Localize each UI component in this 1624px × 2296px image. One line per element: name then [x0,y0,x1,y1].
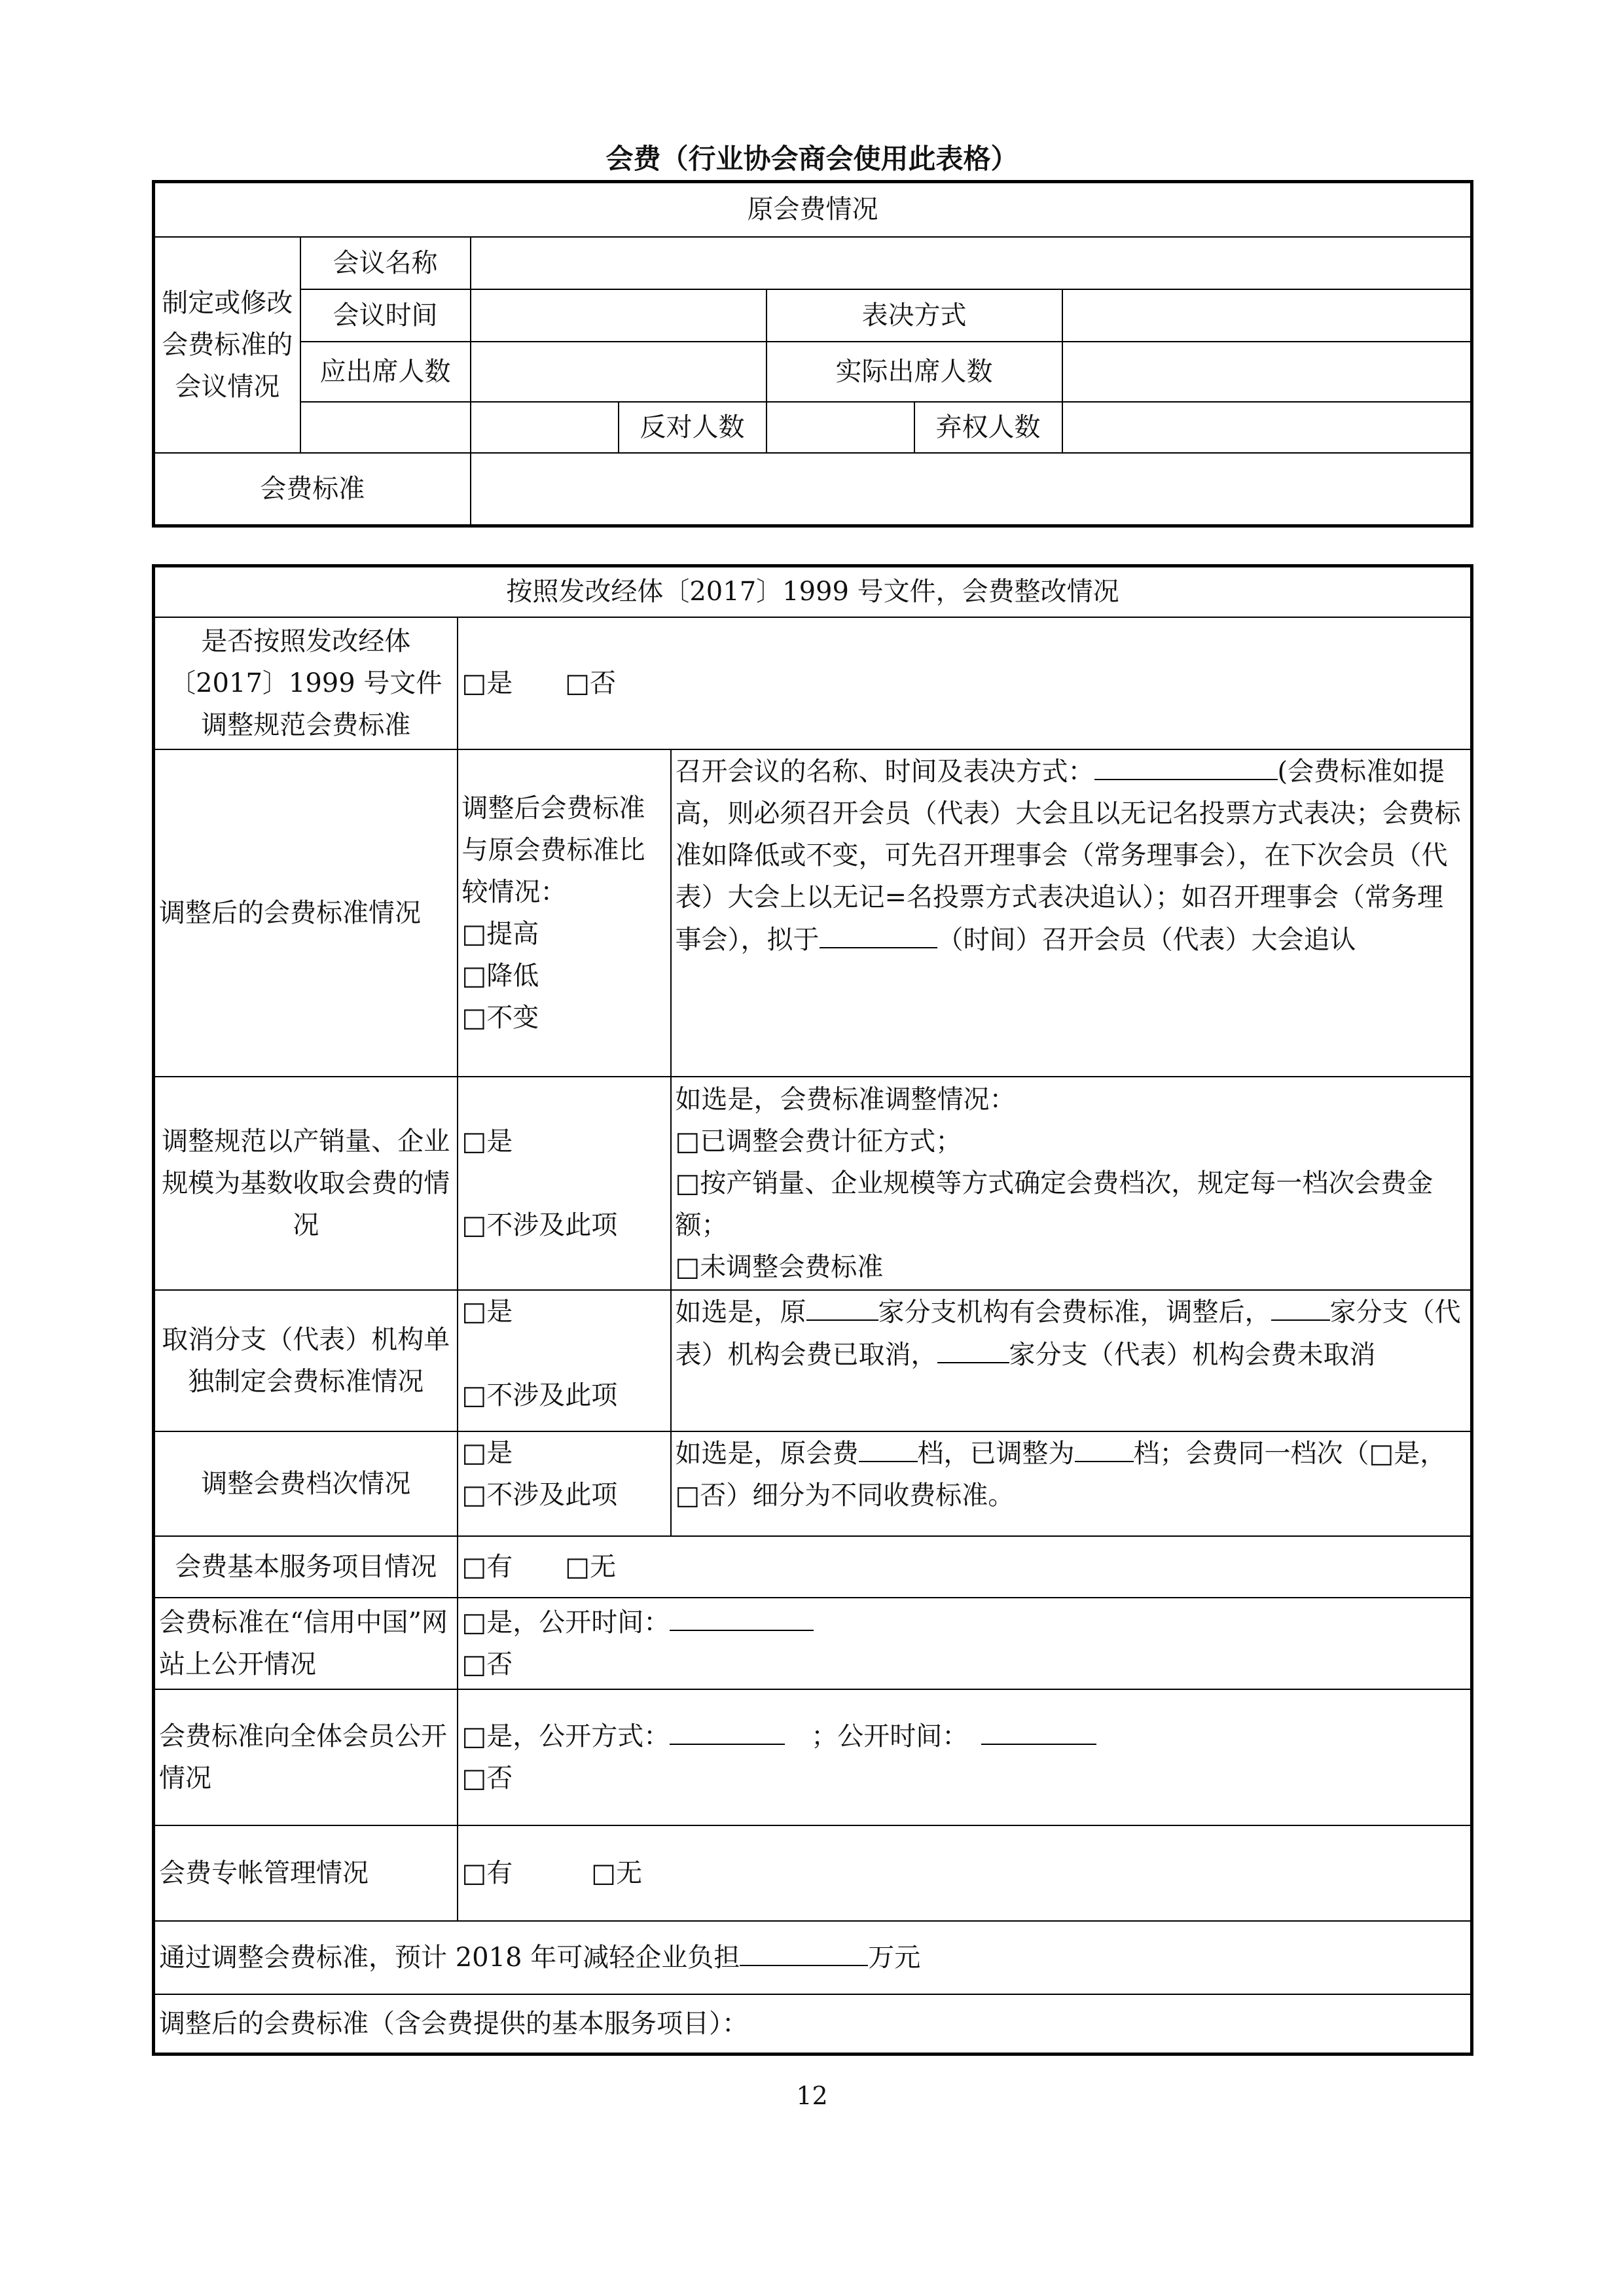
branch-fee-text-4: 家分支（代表）机构会费未取消 [1009,1339,1376,1370]
scale-based-fee-label: 调整规范以产销量、企业规模为基数收取会费的情况 [154,1077,458,1290]
basic-service-label: 会费基本服务项目情况 [154,1536,458,1598]
expected-attendance-label: 应出席人数 [300,342,471,402]
burden-reduction-cell [154,1921,1472,1994]
branch-fee-text-1: 如选是，原 [675,1297,806,1327]
meeting-description-text-b: (会费标准如提高，则必须召开会员（代表）大会且以无记名投票方式表决；会费标准如降低或不变，可先召开理事会（常务理事会），在下次会员（代表）大会上以无记=名投票方式表决追认）；如召开理事会（常务理事会），拟于 [675,756,1461,955]
special-account-label: 会费专帐管理情况 [154,1825,458,1921]
checkbox-not-adjusted[interactable]: □未调整会费标准 [675,1251,884,1282]
checkbox-decrease[interactable]: □降低 [461,960,539,991]
disclose-time-label: ；公开时间： [811,1721,956,1751]
meeting-name-time-blank[interactable] [1094,750,1278,780]
abstain-label: 弃权人数 [914,402,1062,453]
branch-count-blank[interactable] [806,1291,878,1321]
disclose-time-blank[interactable] [981,1715,1096,1745]
adjusted-standard-detail[interactable]: 调整后的会费标准（含会费提供的基本服务项目）： [154,1994,1472,2054]
abstain-field[interactable] [1062,402,1472,453]
meeting-date-blank[interactable] [820,918,937,948]
branch-fee-options [458,1290,671,1431]
fee-standard-label: 会费标准 [154,453,471,526]
basic-service-options[interactable]: □有 □无 [458,1536,1472,1598]
branch-fee-label: 取消分支（代表）机构单独制定会费标准情况 [154,1290,458,1431]
credit-china-label: 会费标准在“信用中国”网站上公开情况 [154,1598,458,1689]
vote-method-field[interactable] [1062,289,1472,342]
checkbox-increase[interactable]: □提高 [461,918,539,949]
expected-attendance-field[interactable] [471,342,767,402]
branch-not-cancelled-blank[interactable] [937,1333,1009,1363]
adjusted-tier-blank[interactable] [1075,1432,1134,1462]
fee-rectification-table [152,564,1473,2056]
adjusted-by-document-label: 是否按照发改经体〔2017〕1999 号文件调整规范会费标准 [154,617,458,749]
meeting-name-field[interactable] [471,237,1472,289]
against-label: 反对人数 [619,402,767,453]
checkbox-yes[interactable]: □是 [461,1437,513,1468]
fee-tier-details [671,1431,1472,1536]
disclose-method-blank[interactable] [670,1715,785,1745]
fee-tier-text-1: 如选是，原会费 [675,1438,859,1469]
scale-based-fee-details [671,1077,1472,1290]
branch-fee-text-2: 家分支机构有会费标准，调整后， [878,1297,1271,1327]
checkbox-unchanged[interactable]: □不变 [461,1002,539,1033]
checkbox-disclose-no[interactable]: □否 [461,1763,513,1793]
standard-compare-cell [458,749,671,1077]
actual-attendance-label: 实际出席人数 [767,342,1062,402]
page-title: 会费（行业协会商会使用此表格） [605,143,1019,175]
meeting-description-cell [671,749,1472,1077]
checkbox-public-no[interactable]: □否 [461,1649,513,1679]
checkbox-public-yes[interactable]: □是，公开时间： [461,1607,670,1638]
checkbox-not-applicable[interactable]: □不涉及此项 [461,1479,618,1510]
branch-fee-details [671,1290,1472,1431]
special-account-options[interactable]: □有 □无 [458,1825,1472,1921]
rectification-header: 按照发改经体〔2017〕1999 号文件，会费整改情况 [154,566,1472,617]
adjusted-by-document-options[interactable]: □是 □否 [458,617,1472,749]
fee-tier-text-2: 档，已调整为 [917,1438,1075,1469]
checkbox-method-adjusted[interactable]: □已调整会费计征方式； [675,1126,962,1157]
checkbox-yes[interactable]: □是 [461,1126,513,1157]
burden-reduction-text: 通过调整会费标准，预计 2018 年可减轻企业负担 [159,1943,740,1973]
original-fee-table [152,180,1473,528]
branch-fee-text-3: 家分支（代表）机构会费已取消， [675,1297,1461,1370]
credit-china-options [458,1598,1472,1689]
meeting-description-text-a: 召开会议的名称、时间及表决方式： [675,756,1094,787]
checkbox-yes[interactable]: □是 [461,1296,513,1327]
meeting-name-label: 会议名称 [300,237,471,289]
checkbox-not-applicable[interactable]: □不涉及此项 [461,1210,618,1240]
burden-amount-blank[interactable] [740,1936,868,1966]
fee-standard-field[interactable] [471,453,1472,526]
burden-unit: 万元 [868,1943,921,1973]
fee-tier-label: 调整会费档次情况 [154,1431,458,1536]
vote-method-label: 表决方式 [767,289,1062,342]
scale-based-fee-options [458,1077,671,1290]
checkbox-tier-by-scale[interactable]: □按产销量、企业规模等方式确定会费档次，规定每一档次会费金额； [675,1168,1434,1240]
branch-cancelled-blank[interactable] [1271,1291,1330,1321]
checkbox-not-applicable[interactable]: □不涉及此项 [461,1380,618,1410]
fee-tier-options [458,1431,671,1536]
member-disclosure-options [458,1689,1472,1825]
original-tier-blank[interactable] [859,1432,918,1462]
scale-based-fee-intro: 如选是，会费标准调整情况： [675,1084,1016,1115]
page-number: 12 [796,2081,828,2110]
meeting-info-label: 制定或修改会费标准的会议情况 [154,237,300,453]
standard-compare-label: 调整后会费标准与原会费标准比较情况： [461,793,645,907]
member-disclosure-label: 会费标准向全体会员公开情况 [154,1689,458,1825]
fee-tier-text-3: 档；会费同一档次（□是，□否）细分为不同收费标准。 [675,1438,1447,1511]
against-field[interactable] [767,402,914,453]
blank-cell [300,402,471,453]
actual-attendance-field[interactable] [1062,342,1472,402]
meeting-description-text-c: （时间）召开会员（代表）大会追认 [937,924,1356,955]
adjusted-standard-label: 调整后的会费标准情况 [154,749,458,1077]
meeting-time-label: 会议时间 [300,289,471,342]
meeting-time-field[interactable] [471,289,767,342]
original-fee-header: 原会费情况 [154,182,1472,237]
blank-cell [471,402,619,453]
checkbox-disclose-yes[interactable]: □是，公开方式： [461,1721,670,1751]
publish-time-blank[interactable] [670,1601,814,1631]
